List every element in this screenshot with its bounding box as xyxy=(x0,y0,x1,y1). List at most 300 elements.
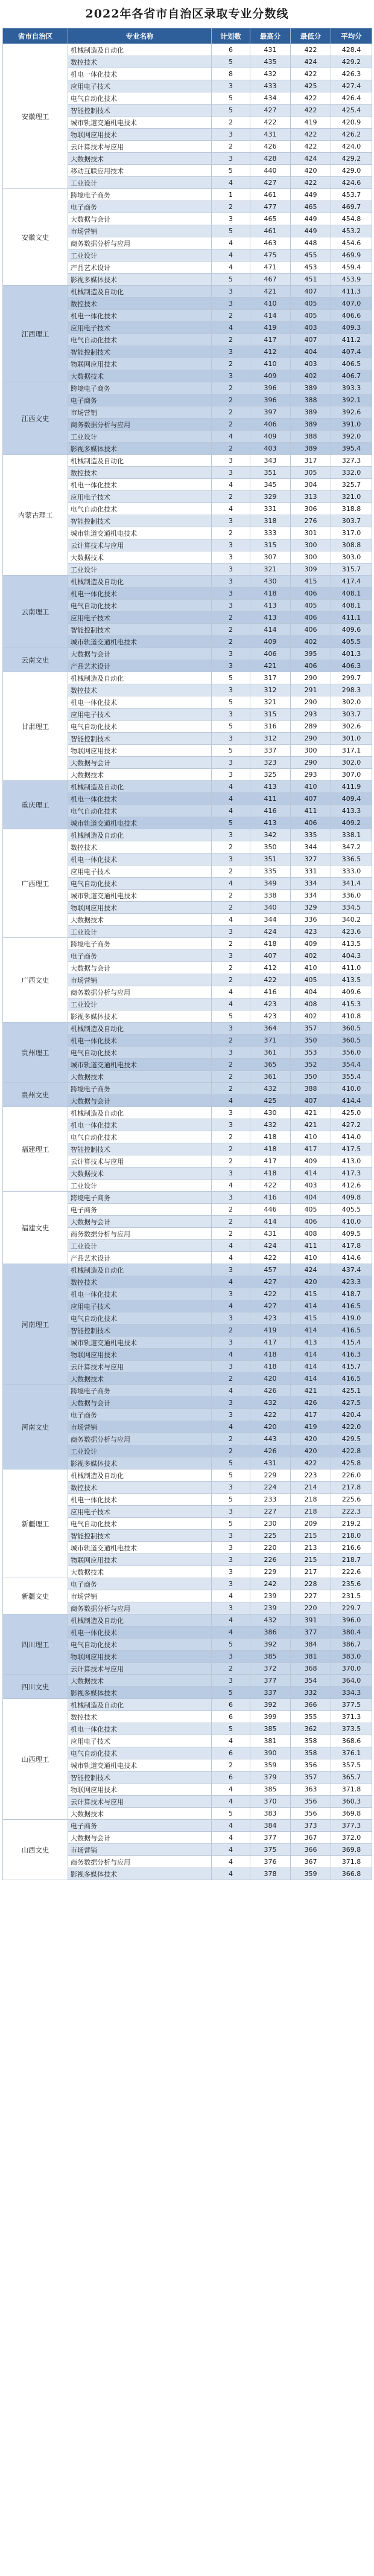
plan-cell: 4 xyxy=(212,1627,250,1639)
plan-cell: 2 xyxy=(212,890,250,902)
plan-cell: 3 xyxy=(212,1602,250,1614)
max-cell: 433 xyxy=(250,80,291,92)
max-cell: 461 xyxy=(250,189,291,201)
min-cell: 420 xyxy=(291,1445,331,1457)
avg-cell: 418.7 xyxy=(331,1288,372,1300)
plan-cell: 2 xyxy=(212,1131,250,1143)
min-cell: 209 xyxy=(291,1518,331,1530)
min-cell: 421 xyxy=(291,1107,331,1119)
major-cell: 城市轨道交通机电技术 xyxy=(68,1059,212,1071)
max-cell: 342 xyxy=(250,829,291,841)
major-cell: 机械制造及自动化 xyxy=(68,1264,212,1276)
max-cell: 406 xyxy=(250,648,291,660)
plan-cell: 4 xyxy=(212,1240,250,1252)
min-cell: 406 xyxy=(291,817,331,829)
major-cell: 工业设计 xyxy=(68,177,212,189)
plan-cell: 2 xyxy=(212,334,250,346)
min-cell: 425 xyxy=(291,80,331,92)
avg-cell: 336.0 xyxy=(331,890,372,902)
max-cell: 431 xyxy=(250,44,291,56)
min-cell: 395 xyxy=(291,648,331,660)
max-cell: 392 xyxy=(250,1639,291,1651)
max-cell: 409 xyxy=(250,431,291,443)
min-cell: 305 xyxy=(291,467,331,479)
major-cell: 产品艺术设计 xyxy=(68,262,212,274)
avg-cell: 425.1 xyxy=(331,1385,372,1397)
avg-cell: 406.7 xyxy=(331,370,372,382)
plan-cell: 3 xyxy=(212,1168,250,1180)
max-cell: 335 xyxy=(250,866,291,878)
min-cell: 422 xyxy=(291,68,331,80)
min-cell: 356 xyxy=(291,1808,331,1820)
major-cell: 智能控制技术 xyxy=(68,515,212,527)
max-cell: 427 xyxy=(250,1276,291,1288)
avg-cell: 410.8 xyxy=(331,1010,372,1023)
max-cell: 220 xyxy=(250,1542,291,1554)
major-cell: 产品艺术设计 xyxy=(68,1252,212,1264)
plan-cell: 4 xyxy=(212,1796,250,1808)
min-cell: 406 xyxy=(291,660,331,672)
major-cell: 商务数据分析与应用 xyxy=(68,419,212,431)
max-cell: 418 xyxy=(250,588,291,600)
avg-cell: 226.0 xyxy=(331,1469,372,1482)
plan-cell: 3 xyxy=(212,1119,250,1131)
max-cell: 321 xyxy=(250,696,291,708)
max-cell: 396 xyxy=(250,382,291,394)
min-cell: 409 xyxy=(291,1155,331,1168)
major-cell: 城市轨道交通机电技术 xyxy=(68,817,212,829)
avg-cell: 377.3 xyxy=(331,1820,372,1832)
plan-cell: 2 xyxy=(212,1663,250,1675)
major-cell: 智能控制技术 xyxy=(68,104,212,117)
min-cell: 421 xyxy=(291,1119,331,1131)
major-cell: 智能控制技术 xyxy=(68,733,212,745)
max-cell: 422 xyxy=(250,1252,291,1264)
plan-cell: 2 xyxy=(212,1445,250,1457)
plan-cell: 3 xyxy=(212,576,250,588)
plan-cell: 4 xyxy=(212,237,250,249)
table-row xyxy=(3,44,372,56)
plan-cell: 2 xyxy=(212,974,250,986)
max-cell: 351 xyxy=(250,853,291,866)
header-min: 最低分 xyxy=(291,28,331,44)
max-cell: 242 xyxy=(250,1578,291,1590)
major-cell: 市场营销 xyxy=(68,1590,212,1602)
province-cell: 四川理工 xyxy=(3,1614,68,1675)
major-cell: 市场营销 xyxy=(68,974,212,986)
plan-cell: 5 xyxy=(212,1494,250,1506)
avg-cell: 302.0 xyxy=(331,696,372,708)
avg-cell: 371.3 xyxy=(331,1711,372,1723)
max-cell: 424 xyxy=(250,1240,291,1252)
min-cell: 406 xyxy=(291,1216,331,1228)
table-row xyxy=(3,1385,372,1397)
plan-cell: 2 xyxy=(212,527,250,539)
major-cell: 影视多媒体技术 xyxy=(68,274,212,286)
max-cell: 376 xyxy=(250,1856,291,1868)
major-cell: 大数据与会计 xyxy=(68,962,212,974)
min-cell: 414 xyxy=(291,1300,331,1312)
plan-cell: 3 xyxy=(212,1482,250,1494)
table-body xyxy=(3,44,372,1880)
major-cell: 数控技术 xyxy=(68,467,212,479)
major-cell: 智能控制技术 xyxy=(68,1530,212,1542)
table-row xyxy=(3,1699,372,1711)
max-cell: 428 xyxy=(250,153,291,165)
avg-cell: 391.0 xyxy=(331,419,372,431)
major-cell: 数控技术 xyxy=(68,56,212,68)
min-cell: 407 xyxy=(291,793,331,805)
min-cell: 406 xyxy=(291,612,331,624)
major-cell: 机械制造及自动化 xyxy=(68,1699,212,1711)
major-cell: 大数据技术 xyxy=(68,1675,212,1687)
max-cell: 413 xyxy=(250,600,291,612)
avg-cell: 405.5 xyxy=(331,1204,372,1216)
min-cell: 402 xyxy=(291,950,331,962)
min-cell: 405 xyxy=(291,974,331,986)
table-row xyxy=(3,1264,372,1276)
plan-cell: 2 xyxy=(212,406,250,419)
avg-cell: 415.7 xyxy=(331,1361,372,1373)
min-cell: 404 xyxy=(291,1192,331,1204)
max-cell: 431 xyxy=(250,129,291,141)
avg-cell: 347.2 xyxy=(331,841,372,853)
min-cell: 410 xyxy=(291,962,331,974)
max-cell: 414 xyxy=(250,310,291,322)
plan-cell: 3 xyxy=(212,1107,250,1119)
avg-cell: 327.3 xyxy=(331,455,372,467)
max-cell: 377 xyxy=(250,1832,291,1844)
plan-cell: 4 xyxy=(212,986,250,998)
min-cell: 300 xyxy=(291,551,331,564)
min-cell: 449 xyxy=(291,189,331,201)
avg-cell: 407.0 xyxy=(331,298,372,310)
max-cell: 427 xyxy=(250,177,291,189)
max-cell: 421 xyxy=(250,660,291,672)
major-cell: 城市轨道交通机电技术 xyxy=(68,117,212,129)
table-row xyxy=(3,576,372,588)
avg-cell: 373.5 xyxy=(331,1723,372,1735)
avg-cell: 377.5 xyxy=(331,1699,372,1711)
major-cell: 大数据与会计 xyxy=(68,1832,212,1844)
min-cell: 448 xyxy=(291,237,331,249)
major-cell: 大数据技术 xyxy=(68,370,212,382)
avg-cell: 404.3 xyxy=(331,950,372,962)
avg-cell: 416.5 xyxy=(331,1300,372,1312)
min-cell: 414 xyxy=(291,1361,331,1373)
min-cell: 217 xyxy=(291,1566,331,1578)
max-cell: 426 xyxy=(250,141,291,153)
max-cell: 430 xyxy=(250,576,291,588)
max-cell: 432 xyxy=(250,1614,291,1627)
min-cell: 381 xyxy=(291,1651,331,1663)
max-cell: 239 xyxy=(250,1590,291,1602)
major-cell: 工业设计 xyxy=(68,564,212,576)
plan-cell: 2 xyxy=(212,866,250,878)
plan-cell: 3 xyxy=(212,1554,250,1566)
avg-cell: 321.0 xyxy=(331,491,372,503)
max-cell: 465 xyxy=(250,213,291,225)
max-cell: 410 xyxy=(250,358,291,370)
avg-cell: 416.3 xyxy=(331,1349,372,1361)
plan-cell: 4 xyxy=(212,479,250,491)
max-cell: 317 xyxy=(250,672,291,684)
major-cell: 应用电子技术 xyxy=(68,866,212,878)
avg-cell: 317.0 xyxy=(331,527,372,539)
min-cell: 388 xyxy=(291,1083,331,1095)
page-title: 2022年各省市自治区录取专业分数线 xyxy=(85,7,289,21)
min-cell: 388 xyxy=(291,431,331,443)
min-cell: 304 xyxy=(291,479,331,491)
min-cell: 415 xyxy=(291,1312,331,1325)
min-cell: 293 xyxy=(291,769,331,781)
avg-cell: 410.0 xyxy=(331,1083,372,1095)
major-cell: 商务数据分析与应用 xyxy=(68,1433,212,1445)
avg-cell: 413.5 xyxy=(331,974,372,986)
major-cell: 工业设计 xyxy=(68,249,212,262)
major-cell: 城市轨道交通机电技术 xyxy=(68,527,212,539)
province-cell: 山西文史 xyxy=(3,1820,68,1880)
table-row xyxy=(3,455,372,467)
plan-cell: 2 xyxy=(212,491,250,503)
avg-cell: 411.0 xyxy=(331,962,372,974)
min-cell: 329 xyxy=(291,902,331,914)
max-cell: 414 xyxy=(250,1216,291,1228)
major-cell: 机电一体化技术 xyxy=(68,1723,212,1735)
min-cell: 366 xyxy=(291,1844,331,1856)
avg-cell: 453.9 xyxy=(331,274,372,286)
table-row xyxy=(3,382,372,394)
major-cell: 电气自动化技术 xyxy=(68,1047,212,1059)
major-cell: 大数据技术 xyxy=(68,1566,212,1578)
plan-cell: 1 xyxy=(212,189,250,201)
avg-cell: 425.8 xyxy=(331,1457,372,1469)
avg-cell: 410.0 xyxy=(331,1216,372,1228)
min-cell: 291 xyxy=(291,684,331,696)
avg-cell: 307.0 xyxy=(331,769,372,781)
avg-cell: 393.3 xyxy=(331,382,372,394)
avg-cell: 409.3 xyxy=(331,322,372,334)
avg-cell: 302.0 xyxy=(331,757,372,769)
major-cell: 机械制造及自动化 xyxy=(68,1469,212,1482)
max-cell: 422 xyxy=(250,1288,291,1300)
major-cell: 商务数据分析与应用 xyxy=(68,237,212,249)
avg-cell: 424.0 xyxy=(331,141,372,153)
plan-cell: 2 xyxy=(212,1143,250,1155)
avg-cell: 409.4 xyxy=(331,793,372,805)
avg-cell: 422.8 xyxy=(331,1445,372,1457)
max-cell: 364 xyxy=(250,1023,291,1035)
province-cell: 新疆文史 xyxy=(3,1578,68,1614)
avg-cell: 414.4 xyxy=(331,1095,372,1107)
avg-cell: 364.0 xyxy=(331,1675,372,1687)
avg-cell: 222.6 xyxy=(331,1566,372,1578)
min-cell: 220 xyxy=(291,1602,331,1614)
avg-cell: 396.0 xyxy=(331,1614,372,1627)
table-row xyxy=(3,648,372,660)
max-cell: 431 xyxy=(250,1457,291,1469)
plan-cell: 3 xyxy=(212,708,250,721)
min-cell: 309 xyxy=(291,564,331,576)
min-cell: 405 xyxy=(291,600,331,612)
max-cell: 416 xyxy=(250,1192,291,1204)
max-cell: 420 xyxy=(250,1421,291,1433)
min-cell: 411 xyxy=(291,805,331,817)
plan-cell: 2 xyxy=(212,1228,250,1240)
plan-cell: 4 xyxy=(212,1180,250,1192)
major-cell: 电子商务 xyxy=(68,1820,212,1832)
avg-cell: 454.8 xyxy=(331,213,372,225)
plan-cell: 2 xyxy=(212,938,250,950)
major-cell: 影视多媒体技术 xyxy=(68,1457,212,1469)
plan-cell: 5 xyxy=(212,104,250,117)
max-cell: 230 xyxy=(250,1518,291,1530)
min-cell: 373 xyxy=(291,1820,331,1832)
max-cell: 337 xyxy=(250,1687,291,1699)
plan-cell: 5 xyxy=(212,1687,250,1699)
max-cell: 378 xyxy=(250,1868,291,1880)
avg-cell: 425.0 xyxy=(331,1107,372,1119)
plan-cell: 4 xyxy=(212,431,250,443)
province-cell: 福建文史 xyxy=(3,1192,68,1264)
plan-cell: 4 xyxy=(212,1868,250,1880)
avg-cell: 406.5 xyxy=(331,358,372,370)
major-cell: 商务数据分析与应用 xyxy=(68,986,212,998)
province-cell: 江西理工 xyxy=(3,286,68,382)
major-cell: 大数据技术 xyxy=(68,1808,212,1820)
major-cell: 机械制造及自动化 xyxy=(68,1614,212,1627)
major-cell: 城市轨道交通机电技术 xyxy=(68,1337,212,1349)
avg-cell: 392.6 xyxy=(331,406,372,419)
avg-cell: 420.4 xyxy=(331,1409,372,1421)
avg-cell: 219.2 xyxy=(331,1518,372,1530)
min-cell: 449 xyxy=(291,225,331,237)
max-cell: 229 xyxy=(250,1566,291,1578)
plan-cell: 5 xyxy=(212,1808,250,1820)
min-cell: 407 xyxy=(291,334,331,346)
avg-cell: 216.6 xyxy=(331,1542,372,1554)
min-cell: 215 xyxy=(291,1530,331,1542)
province-cell: 重庆理工 xyxy=(3,781,68,829)
table-row xyxy=(3,1614,372,1627)
max-cell: 412 xyxy=(250,962,291,974)
min-cell: 408 xyxy=(291,998,331,1010)
avg-cell: 407.4 xyxy=(331,346,372,358)
min-cell: 377 xyxy=(291,1627,331,1639)
plan-cell: 3 xyxy=(212,467,250,479)
table-row xyxy=(3,1192,372,1204)
plan-cell: 5 xyxy=(212,225,250,237)
major-cell: 产品艺术设计 xyxy=(68,660,212,672)
avg-cell: 409.6 xyxy=(331,624,372,636)
plan-cell: 3 xyxy=(212,1409,250,1421)
plan-cell: 4 xyxy=(212,1385,250,1397)
avg-cell: 360.3 xyxy=(331,1796,372,1808)
avg-cell: 401.3 xyxy=(331,648,372,660)
avg-cell: 303.0 xyxy=(331,551,372,564)
plan-cell: 3 xyxy=(212,853,250,866)
table-row xyxy=(3,1469,372,1482)
avg-cell: 411.2 xyxy=(331,334,372,346)
plan-cell: 5 xyxy=(212,165,250,177)
min-cell: 223 xyxy=(291,1469,331,1482)
avg-cell: 427.4 xyxy=(331,80,372,92)
min-cell: 293 xyxy=(291,708,331,721)
avg-cell: 415.3 xyxy=(331,998,372,1010)
max-cell: 463 xyxy=(250,237,291,249)
min-cell: 424 xyxy=(291,56,331,68)
header-max: 最高分 xyxy=(250,28,291,44)
avg-cell: 334.5 xyxy=(331,902,372,914)
max-cell: 413 xyxy=(250,612,291,624)
max-cell: 418 xyxy=(250,1131,291,1143)
avg-cell: 229.7 xyxy=(331,1602,372,1614)
plan-cell: 5 xyxy=(212,672,250,684)
max-cell: 403 xyxy=(250,443,291,455)
min-cell: 391 xyxy=(291,1614,331,1627)
major-cell: 电子商务 xyxy=(68,1204,212,1216)
min-cell: 368 xyxy=(291,1663,331,1675)
max-cell: 390 xyxy=(250,1747,291,1759)
min-cell: 334 xyxy=(291,890,331,902)
table-row xyxy=(3,938,372,950)
min-cell: 384 xyxy=(291,1639,331,1651)
major-cell: 工业设计 xyxy=(68,1180,212,1192)
plan-cell: 5 xyxy=(212,274,250,286)
score-table-wrapper xyxy=(0,28,374,1880)
plan-cell: 5 xyxy=(212,1457,250,1469)
major-cell: 机电一体化技术 xyxy=(68,696,212,708)
major-cell: 物联网应用技术 xyxy=(68,1784,212,1796)
min-cell: 422 xyxy=(291,44,331,56)
major-cell: 大数据技术 xyxy=(68,153,212,165)
major-cell: 电子商务 xyxy=(68,950,212,962)
max-cell: 418 xyxy=(250,1168,291,1180)
plan-cell: 5 xyxy=(212,1723,250,1735)
avg-cell: 413.0 xyxy=(331,1155,372,1168)
province-cell: 山西理工 xyxy=(3,1699,68,1820)
major-cell: 电气自动化技术 xyxy=(68,721,212,733)
avg-cell: 303.7 xyxy=(331,515,372,527)
plan-cell: 4 xyxy=(212,1784,250,1796)
plan-cell: 4 xyxy=(212,262,250,274)
avg-cell: 420.9 xyxy=(331,117,372,129)
plan-cell: 3 xyxy=(212,1530,250,1542)
max-cell: 411 xyxy=(250,793,291,805)
max-cell: 407 xyxy=(250,950,291,962)
plan-cell: 2 xyxy=(212,310,250,322)
province-cell: 河南理工 xyxy=(3,1264,68,1385)
min-cell: 404 xyxy=(291,346,331,358)
major-cell: 跨境电子商务 xyxy=(68,938,212,950)
min-cell: 413 xyxy=(291,1337,331,1349)
max-cell: 383 xyxy=(250,1808,291,1820)
major-cell: 大数据技术 xyxy=(68,1168,212,1180)
major-cell: 大数据与会计 xyxy=(68,1216,212,1228)
min-cell: 332 xyxy=(291,1687,331,1699)
max-cell: 381 xyxy=(250,1735,291,1747)
min-cell: 290 xyxy=(291,757,331,769)
plan-cell: 3 xyxy=(212,926,250,938)
avg-cell: 406.6 xyxy=(331,310,372,322)
major-cell: 云计算技术与应用 xyxy=(68,539,212,551)
max-cell: 365 xyxy=(250,1059,291,1071)
max-cell: 386 xyxy=(250,1627,291,1639)
plan-cell: 3 xyxy=(212,1264,250,1276)
max-cell: 385 xyxy=(250,1784,291,1796)
plan-cell: 6 xyxy=(212,1747,250,1759)
max-cell: 316 xyxy=(250,721,291,733)
